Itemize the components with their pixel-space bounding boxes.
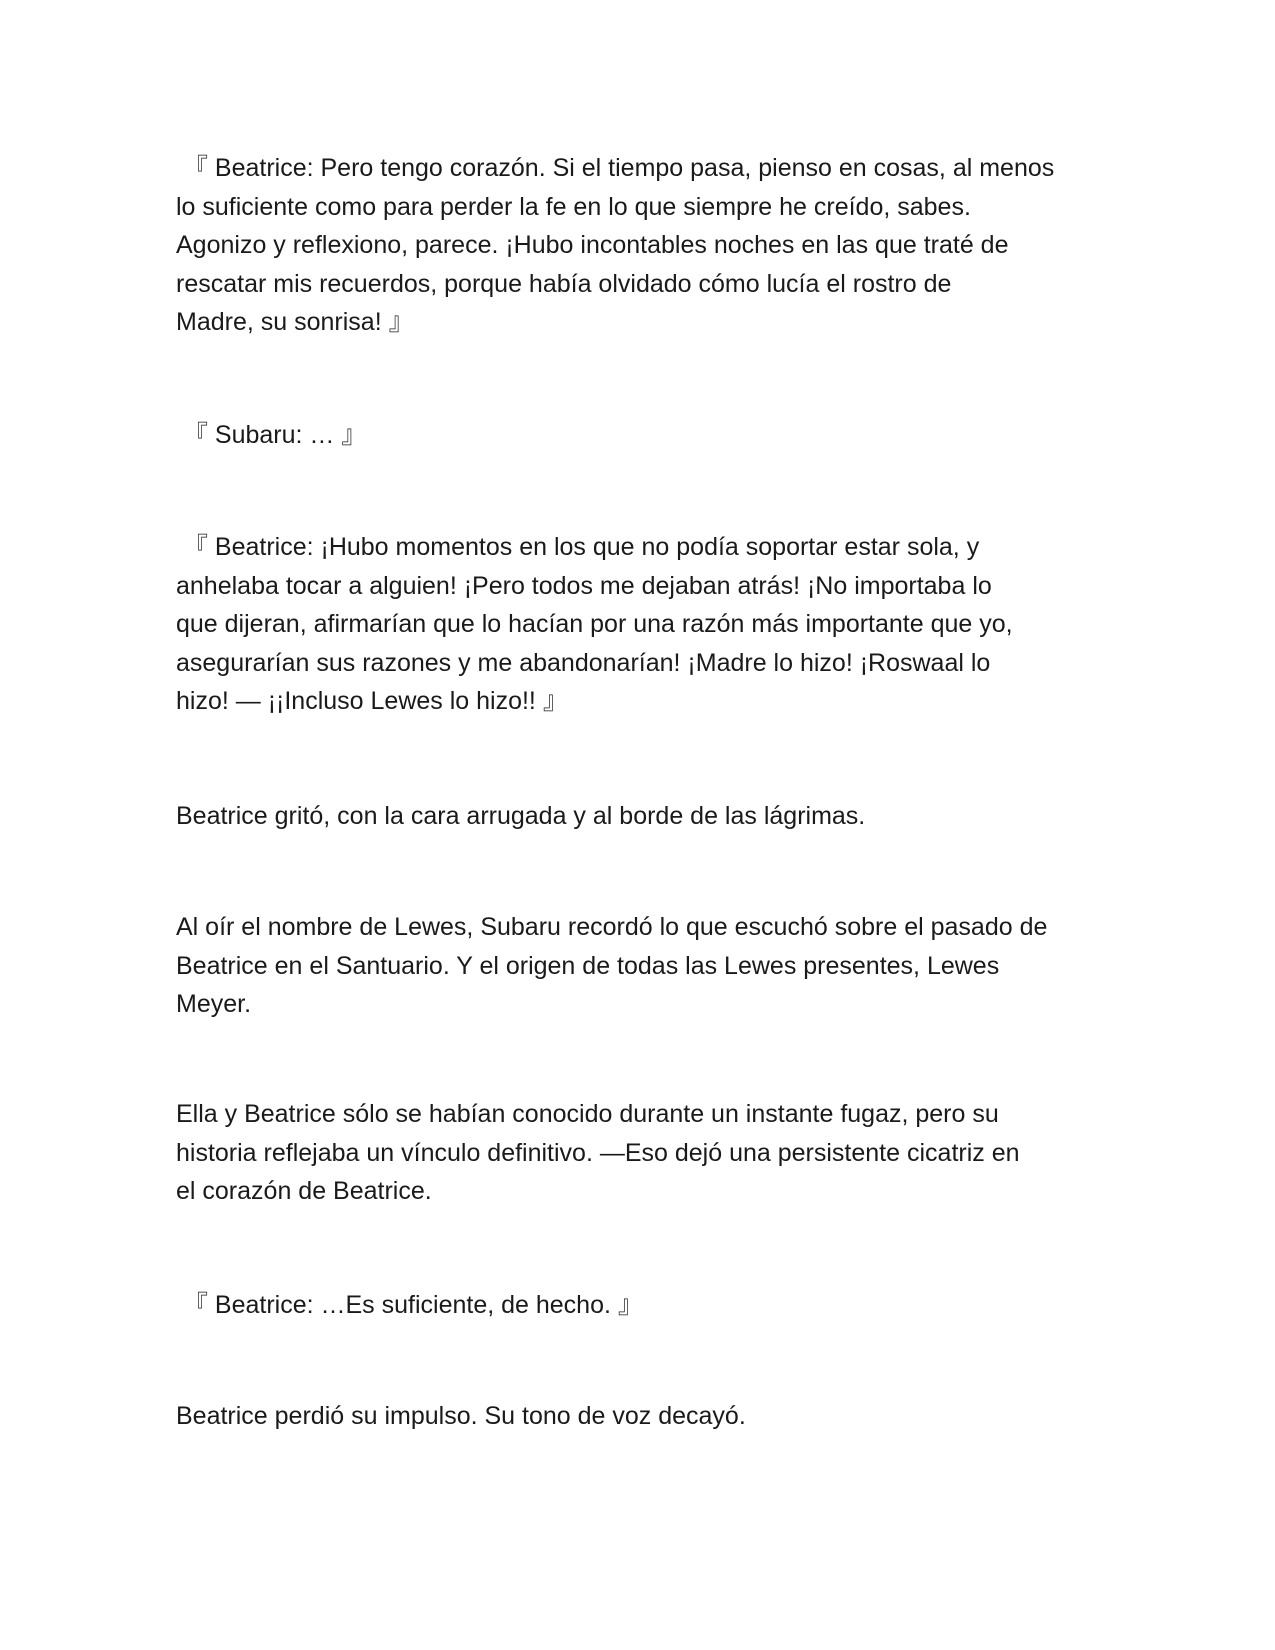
text-line: lo suficiente como para perder la fe en lo que siempre he creído, sabes. [176,192,971,221]
narration-paragraph-1 [176,797,1096,836]
text-line: Beatrice perdió su impulso. Su tono de voz decayó. [176,1402,746,1430]
text-line: el corazón de Beatrice. [176,1177,432,1205]
dialogue-paragraph-beatrice-1 [176,149,1096,342]
text-line: que dijeran, afirmarían que lo hacían por una razón más importante que yo, [176,610,1013,638]
text-line: Beatrice gritó, con la cara arrugada y al borde de las lágrimas. [176,802,866,830]
narration-paragraph-4 [176,1397,1096,1436]
text-line: asegurarían sus razones y me abandonarían! ¡Madre lo hizo! ¡Roswaal lo [176,648,991,677]
text-line: 『 Beatrice: …Es suficiente, de hecho. 』 [176,1291,643,1319]
text-line: 『 Subaru: … 』 [176,421,367,449]
text-line: historia reflejaba un vínculo definitivo. —Eso dejó una persistente cicatriz en [176,1138,1020,1167]
text-line: rescatar mis recuerdos, porque había olvidado cómo lucía el rostro de [176,269,952,298]
narration-paragraph-3 [176,1095,1096,1211]
dialogue-paragraph-subaru [176,416,1096,455]
text-line: anhelaba tocar a alguien! ¡Pero todos me dejaban atrás! ¡No importaba lo [176,571,992,600]
dialogue-paragraph-beatrice-3 [176,1286,1096,1325]
narration-paragraph-2 [176,908,1096,1024]
text-line: Meyer. [176,990,252,1018]
text-line: 『 Beatrice: ¡Hubo momentos en los que no podía soportar estar sola, y [176,533,980,561]
text-line: Al oír el nombre de Lewes, Subaru recordó lo que escuchó sobre el pasado de [176,913,1048,941]
text-line: Ella y Beatrice sólo se habían conocido durante un instante fugaz, pero su [176,1100,999,1128]
dialogue-paragraph-beatrice-2 [176,528,1096,721]
text-line: Beatrice en el Santuario. Y el origen de todas las Lewes presentes, Lewes [176,951,1000,980]
text-line: hizo! — ¡¡Incluso Lewes lo hizo!! 』 [176,687,568,715]
text-line: Madre, su sonrisa! 』 [176,308,414,336]
text-line: Agonizo y reflexiono, parece. ¡Hubo incontables noches en las que traté de [176,231,1009,259]
text-line: 『 Beatrice: Pero tengo corazón. Si el tiempo pasa, pienso en cosas, al menos [176,154,1055,182]
